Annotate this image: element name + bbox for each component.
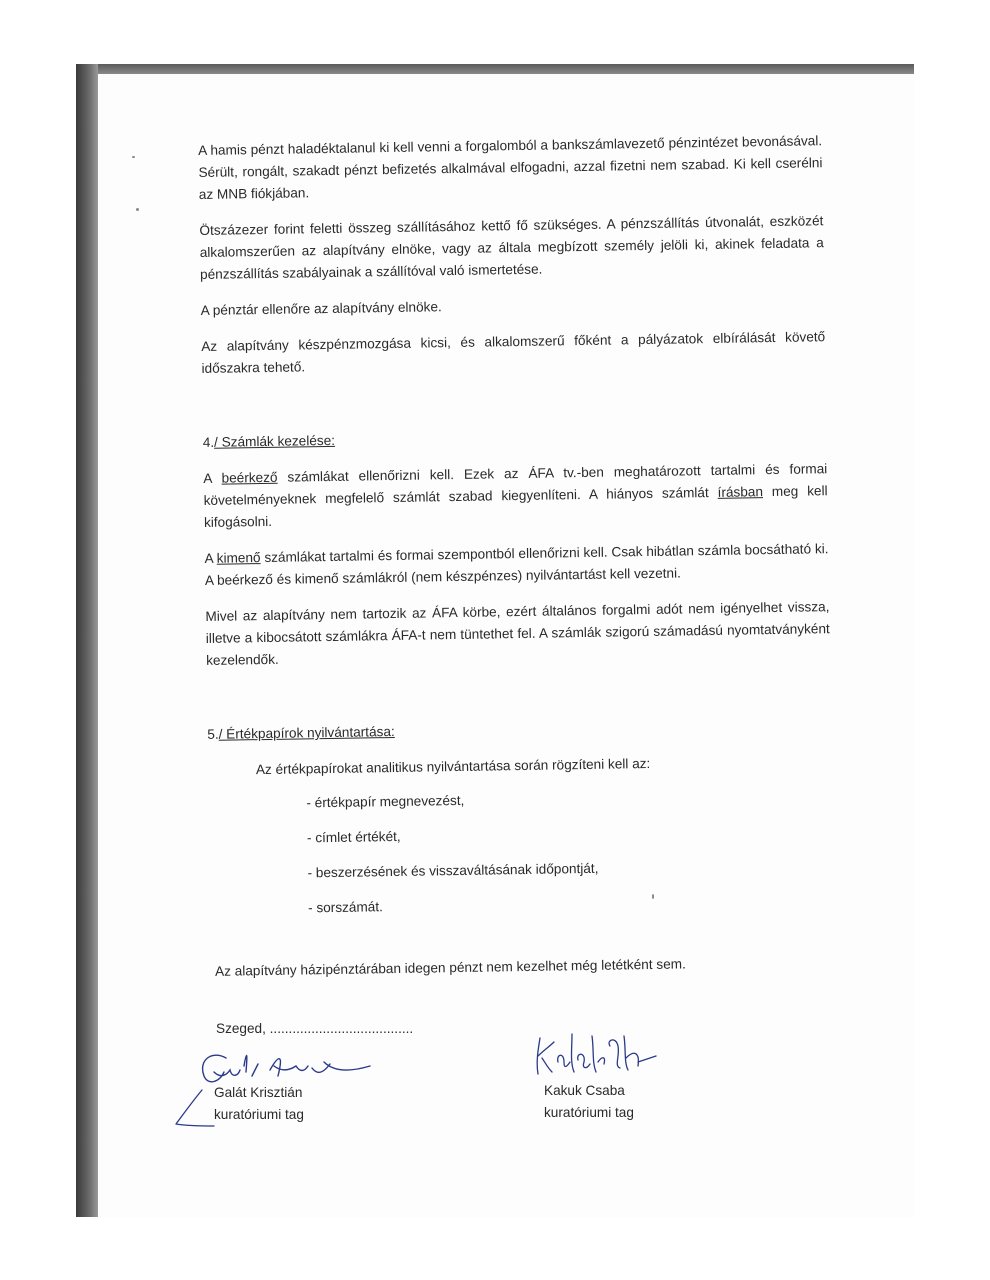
paragraph-incoming-invoices	[203, 458, 828, 534]
paragraph-cash-flow: Az alapítvány készpénzmozgása kicsi, és alkalomszerű főként a pályázatok elbírálását követő időszakra tehető.	[201, 329, 826, 376]
underlined-word: kimenő	[216, 550, 261, 566]
text-run: számlákat ellenőrizni kell. Ezek az ÁFA tv.-ben meghatározott tartalmi és formai követelményeknek megfelelő számlát szabad kiegyenlíteni. A hiányos számlát	[203, 461, 828, 508]
place-date-line: Szeged, ......................................	[216, 1021, 414, 1036]
scan-shadow-left	[76, 64, 98, 1217]
signer-kakuk	[544, 1080, 634, 1124]
signer-name: Galát Krisztián	[214, 1085, 303, 1100]
signer-galat	[214, 1082, 304, 1126]
text-run: számlákat tartalmi és formai szempontból ellenőrizni kell. Csak hibátlan számla bocsátható ki. A beérkező és kimenő számlákról (nem készpénzes) nyilvántartást kell vezetni.	[204, 541, 829, 588]
underlined-word: írásban	[717, 484, 764, 500]
section-4-title: / Számlák kezelése:	[213, 432, 336, 450]
text-run: A	[203, 470, 222, 486]
text-run: meg kell kifogásolni.	[203, 483, 828, 530]
signer-role: kuratóriumi tag	[214, 1107, 304, 1122]
paragraph-controller: A pénztár ellenőre az alapítvány elnöke.	[200, 299, 442, 318]
signer-name: Kakuk Csaba	[544, 1083, 625, 1098]
section-5-title: / Értékpapírok nyilvántartása:	[218, 723, 395, 742]
paragraph-counterfeit: A hamis pénzt haladéktalanul ki kell venni a forgalomból a bankszámlavezető pénzintézet bevonásával. Sérült, rongált, szakadt pénzt befizetés alkalmával elfogadni, azzal fizetni nem szabad. Ki kell cserélni az MNB fiókjában.	[198, 133, 823, 202]
scan-speck	[132, 156, 135, 158]
text-run: A	[204, 550, 217, 566]
list-item: - sorszámát.	[307, 899, 383, 916]
paragraph-vat: Mivel az alapítvány nem tartozik az ÁFA körbe, ezért általános forgalmi adót nem igényelhet vissza, illetve a kibocsátott számlákra ÁFA-t nem tüntethet fel. A számlák szigorú számadású nyomtatványként kezelendők.	[205, 599, 830, 668]
list-item: - beszerzésének és visszaváltásának időpontját,	[307, 860, 599, 881]
document-body	[198, 130, 835, 983]
securities-intro: Az értékpapírokat analitikus nyilvántartása során rögzíteni kell az:	[255, 755, 651, 778]
closing-statement: Az alapítvány házipénztárában idegen pénzt nem kezelhet még letétként sem.	[214, 956, 686, 979]
underlined-word: beérkező	[221, 469, 278, 486]
section-4-number: 4.	[202, 434, 215, 450]
signer-role: kuratóriumi tag	[544, 1105, 634, 1120]
paragraph-outgoing-invoices	[204, 538, 829, 592]
paragraph-transport: Ötszázezer forint feletti összeg szállításához kettő fő szükséges. A pénzszállítás útvonalát, eszközét alkalomszerűen az alapítvány elnöke, vagy az általa megbízott személy jelöli ki, akinek feladata a pénzszállítás szabályainak a szállítóval való ismertetése.	[199, 213, 824, 282]
scan-speck	[136, 208, 139, 211]
list-item: - címlet értékét,	[306, 828, 401, 846]
scan-shadow-top	[76, 64, 914, 74]
section-5-number: 5.	[207, 726, 219, 742]
signature-kakuk	[530, 1026, 660, 1086]
list-item: - értékpapír megnevezést,	[306, 792, 465, 811]
